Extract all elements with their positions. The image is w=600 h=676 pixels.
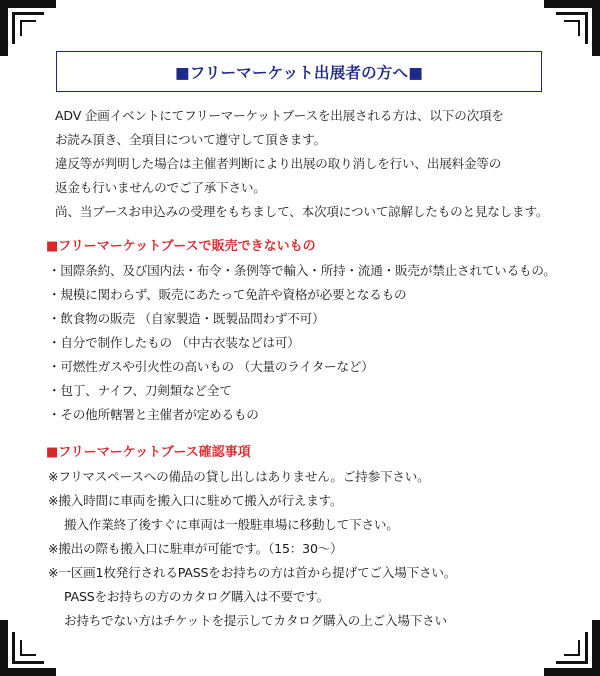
list-item: ・包丁、ナイフ、刀剣類など全て <box>48 383 232 398</box>
list-item: ・規模に関わらず、販売にあたって免許や資格が必要となるもの <box>48 287 407 302</box>
list-item: ・自分で制作したもの （中古衣装などは可） <box>48 335 300 350</box>
list-item: ※搬入時間に車両を搬入口に駐めて搬入が行えます。 <box>48 493 343 508</box>
intro-line: ADV 企画イベントにてフリーマーケットブースを出展される方は、以下の次項を <box>55 108 504 123</box>
corner-ornament-top-right <box>540 0 600 60</box>
corner-ornament-top-left <box>0 0 60 60</box>
list-item: お持ちでない方はチケットを提示してカタログ購入の上ご入場下さい <box>64 613 447 628</box>
list-item: 搬入作業終了後すぐに車両は一般駐車場に移動して下さい。 <box>64 517 399 532</box>
page-title: ■フリーマーケット出展者の方へ■ <box>174 63 424 82</box>
list-item: ※一区画1枚発行されるPASSをお持ちの方は首から提げてご入場下さい。 <box>48 565 457 580</box>
confirm-list <box>48 465 588 633</box>
intro-line: お読み頂き、全項目について遵守して頂きます。 <box>55 132 326 147</box>
section-heading-prohibited: ■フリーマーケットブースで販売できないもの <box>46 239 316 254</box>
list-item: ・飲食物の販売 （自家製造・既製品問わず不可） <box>48 311 325 326</box>
intro-line: 返金も行いませんのでご了承下さい。 <box>55 180 266 195</box>
section-heading-confirm: ■フリーマーケットブース確認事項 <box>46 445 251 460</box>
prohibited-list <box>48 259 588 427</box>
list-item: ・国際条約、及び国内法・布令・条例等で輸入・所持・流通・販売が禁止されているもの。 <box>48 263 556 278</box>
list-item: ・その他所轄署と主催者が定めるもの <box>48 407 259 422</box>
list-item: ※フリマスペースへの備品の貸し出しはありません。ご持参下さい。 <box>48 469 430 484</box>
list-item: ※搬出の際も搬入口に駐車が可能です。（15：30～） <box>48 541 343 556</box>
list-item: ・可燃性ガスや引火性の高いもの （大量のライターなど） <box>48 359 374 374</box>
intro-line: 尚、当ブースお申込みの受理をもちまして、本次項について諒解したものと見なします。 <box>55 204 549 219</box>
list-item: PASSをお持ちの方のカタログ購入は不要です。 <box>64 589 330 604</box>
intro-line: 違反等が判明した場合は主催者判断により出展の取り消しを行い、出展料金等の <box>55 156 502 171</box>
intro-paragraph <box>55 104 580 224</box>
title-box <box>56 51 542 92</box>
